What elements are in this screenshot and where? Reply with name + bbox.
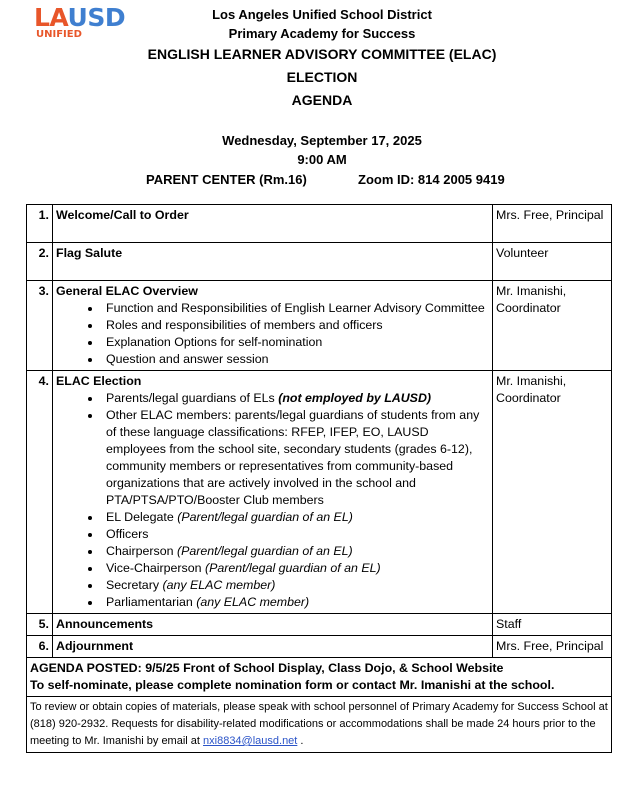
committee-title: ENGLISH LEARNER ADVISORY COMMITTEE (ELAC) <box>147 46 497 62</box>
agenda-row <box>27 636 612 658</box>
item-title: ELAC Election <box>56 374 142 388</box>
zoom-id: Zoom ID: 814 2005 9419 <box>358 172 505 187</box>
meeting-date: Wednesday, September 17, 2025 <box>222 133 422 148</box>
posted-row <box>27 658 612 697</box>
school-name: Primary Academy for Success <box>228 26 416 41</box>
bullet-text: Other ELAC members: parents/legal guardians of students from any of these language classifications: RFEP, IFEP, EO, LAUSD employees from the school site, secondary students (grades 6-12), community members or representatives from community-based organizations that are actively involved in the school and PTA/PTSA/PTO/Booster Club members <box>106 408 480 507</box>
agenda-row <box>27 243 612 281</box>
agenda-row <box>27 614 612 636</box>
agenda-posted: AGENDA POSTED: 9/5/25 Front of School Display, Class Dojo, & School Website <box>30 661 504 675</box>
footer-text: To review or obtain copies of materials, please speak with school personnel of Primary Academy for Success School at (818) 920-2932. Requests for disability-related modifications or accommodations shall be made 24 hours prior to the meeting to Mr. Imanishi by email at <box>30 701 608 747</box>
logo-la: LA <box>34 3 68 32</box>
list-item: • Explanation Options for self-nomination <box>102 334 489 351</box>
item-number: 3. <box>27 281 53 371</box>
item-title: Announcements <box>56 617 154 631</box>
logo-usd: USD <box>67 3 126 32</box>
item-title: General ELAC Overview <box>56 284 198 298</box>
election-title: ELECTION <box>286 69 358 85</box>
list-item <box>102 594 489 611</box>
list-item: • Question and answer session <box>102 351 489 368</box>
bullet-text: Officers <box>106 527 149 541</box>
list-item <box>102 543 489 560</box>
list-item <box>102 577 489 594</box>
self-nominate-note: To self-nominate, please complete nomination form or contact Mr. Imanishi at the school. <box>30 678 555 692</box>
item-title: Welcome/Call to Order <box>56 208 189 222</box>
bullet-note: (Parent/legal guardian of an EL) <box>204 561 381 575</box>
item-presenter: Staff <box>493 614 612 636</box>
list-item <box>102 407 489 509</box>
bullet-note: (Parent/legal guardian of an EL) <box>177 510 353 524</box>
item-number: 6. <box>27 636 53 658</box>
district-name: Los Angeles Unified School District <box>212 7 432 22</box>
footer-row <box>27 697 612 753</box>
list-item: • Function and Responsibilities of English Learner Advisory Committee <box>102 300 489 317</box>
item-presenter: Mr. Imanishi, Coordinator <box>493 281 612 371</box>
list-item <box>102 390 489 407</box>
agenda-row <box>27 371 612 614</box>
bullet-text: EL Delegate <box>106 510 178 524</box>
item-number: 4. <box>27 371 53 614</box>
bullet-note: (any ELAC member) <box>196 595 310 609</box>
list-item: • Roles and responsibilities of members and officers <box>102 317 489 334</box>
item-presenter: Mrs. Free, Principal <box>493 205 612 243</box>
meeting-location: PARENT CENTER (Rm.16) <box>146 172 307 187</box>
item-presenter: Volunteer <box>493 243 612 281</box>
bullet-text: Chairperson <box>106 544 177 558</box>
item-title: Flag Salute <box>56 246 123 260</box>
item-number: 2. <box>27 243 53 281</box>
bullet-note: (not employed by LAUSD) <box>278 391 432 405</box>
bullet-text: Parliamentarian <box>106 595 197 609</box>
election-bullets <box>56 390 489 611</box>
item-number: 1. <box>27 205 53 243</box>
list-item <box>102 526 489 543</box>
bullet-text: Parents/legal guardians of ELs <box>106 391 279 405</box>
footer-end: . <box>297 735 304 747</box>
item-presenter: Mr. Imanishi, Coordinator <box>493 371 612 614</box>
list-item <box>102 560 489 577</box>
agenda-row <box>27 205 612 243</box>
item-title: Adjournment <box>56 639 134 653</box>
logo-unified: UNIFIED <box>36 29 82 40</box>
meeting-time: 9:00 AM <box>297 152 347 167</box>
agenda-row <box>27 281 612 371</box>
overview-bullets <box>56 300 489 368</box>
email-link[interactable]: nxi8834@lausd.net <box>203 735 298 747</box>
item-number: 5. <box>27 614 53 636</box>
bullet-text: Vice-Chairperson <box>106 561 205 575</box>
list-item <box>102 509 489 526</box>
bullet-note: (any ELAC member) <box>162 578 276 592</box>
agenda-title: AGENDA <box>291 92 353 108</box>
agenda-table <box>26 204 612 753</box>
bullet-text: Secretary <box>106 578 163 592</box>
bullet-note: (Parent/legal guardian of an EL) <box>176 544 353 558</box>
item-presenter: Mrs. Free, Principal <box>493 636 612 658</box>
